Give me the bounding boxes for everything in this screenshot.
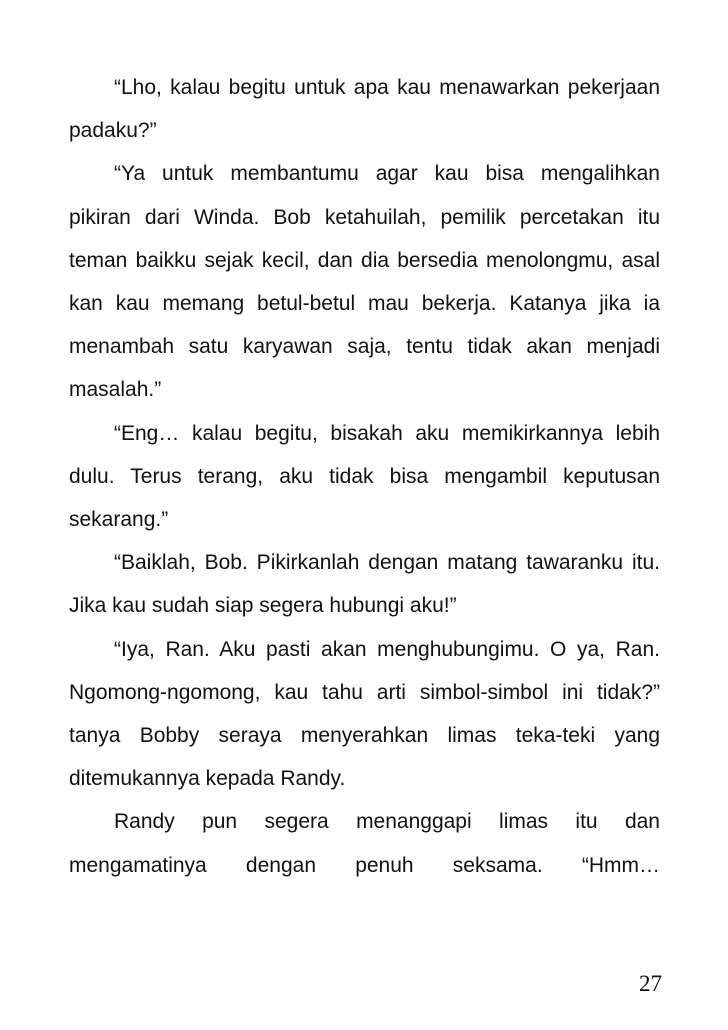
paragraph-5: “Iya, Ran. Aku pasti akan menghubungimu. O ya, Ran. Ngomong-ngomong, kau tahu arti simbol-simbol ini tidak?” tanya Bobby seraya menyerahkan limas teka-teki yang ditemukannya kepada Randy. [69, 637, 660, 791]
paragraph-2: “Ya untuk membantumu agar kau bisa mengalihkan pikiran dari Winda. Bob ketahuilah, pemilik percetakan itu teman baikku sejak kecil, dan dia bersedia menolongmu, asal kan kau memang betul-betul mau bekerja. Katanya jika ia menambah satu karyawan saja, tentu tidak akan menjadi masalah.” [69, 162, 660, 402]
paragraph-6: Randy pun segera menanggapi limas itu dan mengamatinya dengan penuh seksama. “Hmm… [69, 810, 660, 877]
page-text-body [69, 66, 660, 887]
paragraph-1: “Lho, kalau begitu untuk apa kau menawarkan pekerjaan padaku?” [69, 76, 660, 143]
paragraph-3: “Eng… kalau begitu, bisakah aku memikirkannya lebih dulu. Terus terang, aku tidak bisa mengambil keputusan sekarang.” [69, 421, 660, 532]
page-number: 27 [639, 971, 662, 996]
paragraph-4: “Baiklah, Bob. Pikirkanlah dengan matang tawaranku itu. Jika kau sudah siap segera hubungi aku!” [69, 551, 660, 618]
